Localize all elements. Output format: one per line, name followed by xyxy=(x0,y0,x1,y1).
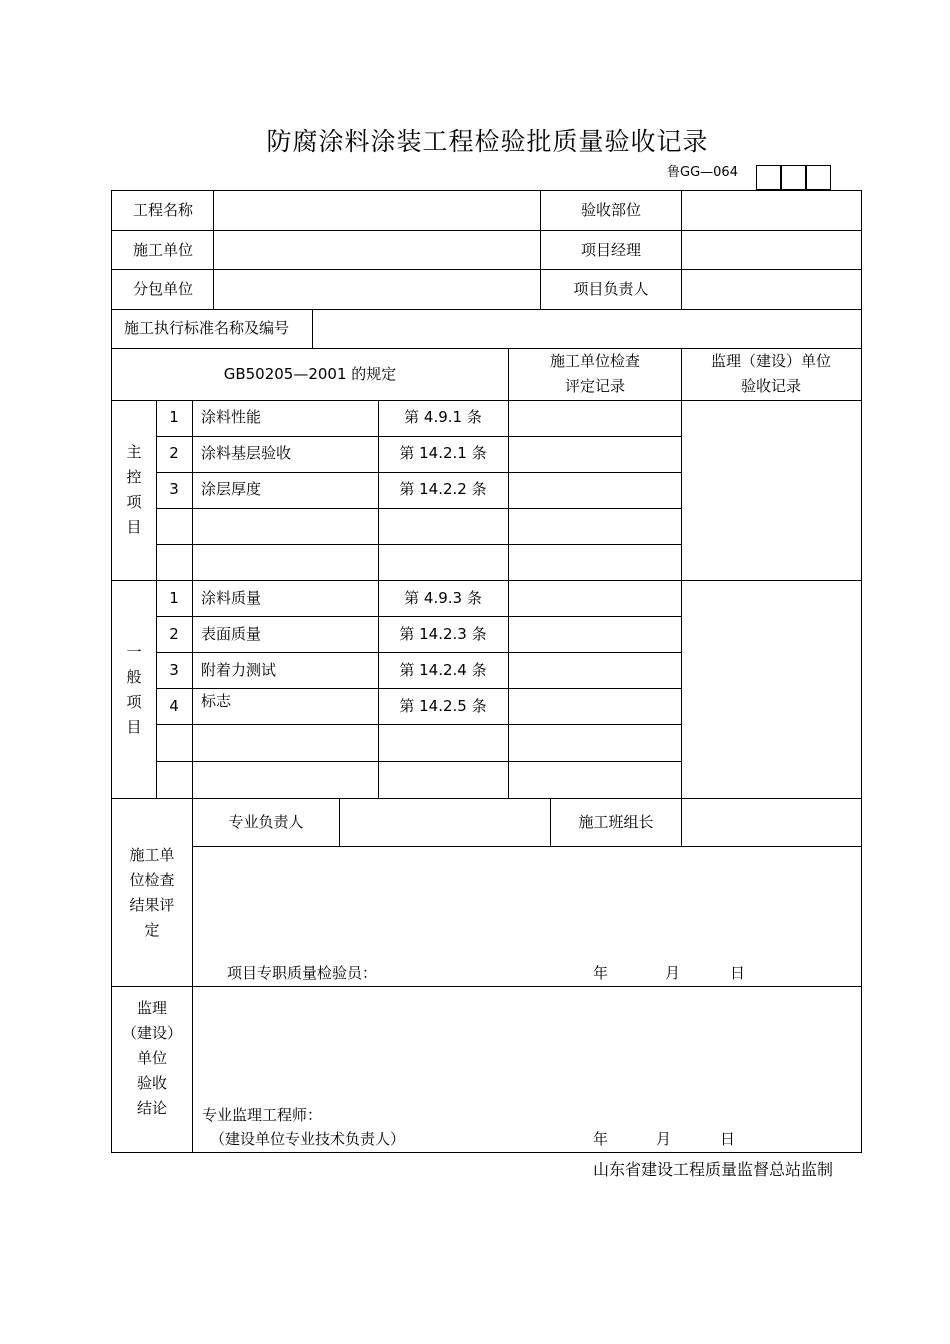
item-name: 涂料性能 xyxy=(201,408,262,426)
specialty-leader-label: 专业负责人 xyxy=(228,813,304,831)
acceptance-part-field[interactable] xyxy=(682,191,861,230)
form-code: 鲁GG—064 xyxy=(667,165,738,180)
team-leader-label: 施工班组长 xyxy=(578,813,654,831)
construction-unit-field[interactable] xyxy=(214,231,540,269)
general-label: 一 般 项 目 xyxy=(126,643,142,736)
item-clause: 第 14.2.3 条 xyxy=(399,625,487,643)
project-name-label: 工程名称 xyxy=(132,201,194,219)
page-title: 防腐涂料涂装工程检验批质量验收记录 xyxy=(266,127,709,156)
standard-field[interactable] xyxy=(313,310,861,348)
day-label: 日 xyxy=(720,1130,736,1148)
specialty-leader-field[interactable] xyxy=(340,799,550,846)
item-clause: 第 4.9.3 条 xyxy=(404,589,482,607)
owner-label: （建设单位专业技术负责人） xyxy=(210,1130,406,1148)
project-leader-label: 项目负责人 xyxy=(573,280,649,298)
subcontract-unit-field[interactable] xyxy=(214,270,540,309)
code-box[interactable] xyxy=(781,165,806,190)
item-number: 4 xyxy=(169,697,179,715)
unit-check-header-line2: 评定记录 xyxy=(564,377,626,395)
project-name-field[interactable] xyxy=(214,191,540,230)
spec-column-header: GB50205—2001 的规定 xyxy=(223,365,397,383)
item-clause: 第 14.2.2 条 xyxy=(399,480,487,498)
month-label: 月 xyxy=(665,964,681,982)
code-box[interactable] xyxy=(756,165,781,190)
inspector-label: 项目专职质量检验员： xyxy=(227,964,378,982)
item-clause: 第 14.2.4 条 xyxy=(399,661,487,679)
month-label: 月 xyxy=(656,1130,672,1148)
item-name: 涂料质量 xyxy=(201,589,262,607)
project-leader-field[interactable] xyxy=(682,270,861,309)
standard-label: 施工执行标准名称及编号 xyxy=(124,319,290,337)
item-number: 3 xyxy=(169,661,179,679)
subcontract-unit-label: 分包单位 xyxy=(132,280,194,298)
item-name: 表面质量 xyxy=(201,625,262,643)
item-clause: 第 14.2.5 条 xyxy=(399,697,487,715)
main-control-label: 主 控 项 目 xyxy=(126,443,142,536)
construction-unit-label: 施工单位 xyxy=(132,241,194,259)
team-leader-field[interactable] xyxy=(682,799,861,846)
year-label: 年 xyxy=(593,964,609,982)
supervision-header-line2: 验收记录 xyxy=(740,377,802,395)
day-label: 日 xyxy=(730,964,746,982)
code-box[interactable] xyxy=(806,165,831,190)
project-manager-field[interactable] xyxy=(682,231,861,269)
year-label: 年 xyxy=(593,1130,609,1148)
unit-result-label: 施工单 位检查 结果评 定 xyxy=(129,846,175,939)
item-number: 3 xyxy=(169,480,179,498)
engineer-label: 专业监理工程师： xyxy=(202,1106,323,1124)
supervision-conclusion-field[interactable] xyxy=(193,987,861,1097)
item-number: 2 xyxy=(169,444,179,462)
item-name: 附着力测试 xyxy=(201,661,277,679)
item-number: 2 xyxy=(169,625,179,643)
item-name: 涂层厚度 xyxy=(201,480,262,498)
supervision-header-line1: 监理（建设）单位 xyxy=(710,352,832,370)
supervision-conclusion-label: 监理 （建设） 单位 验收 结论 xyxy=(121,999,182,1117)
unit-check-header-line1: 施工单位检查 xyxy=(549,352,641,370)
footer-issuer: 山东省建设工程质量监督总站监制 xyxy=(593,1160,834,1179)
item-number: 1 xyxy=(169,589,179,607)
item-number: 1 xyxy=(169,408,179,426)
acceptance-part-label: 验收部位 xyxy=(580,201,642,219)
item-name: 标志 xyxy=(201,692,232,710)
unit-result-field[interactable] xyxy=(193,847,861,957)
item-name: 涂料基层验收 xyxy=(201,444,292,462)
item-clause: 第 14.2.1 条 xyxy=(399,444,487,462)
item-clause: 第 4.9.1 条 xyxy=(404,408,482,426)
project-manager-label: 项目经理 xyxy=(580,241,642,259)
